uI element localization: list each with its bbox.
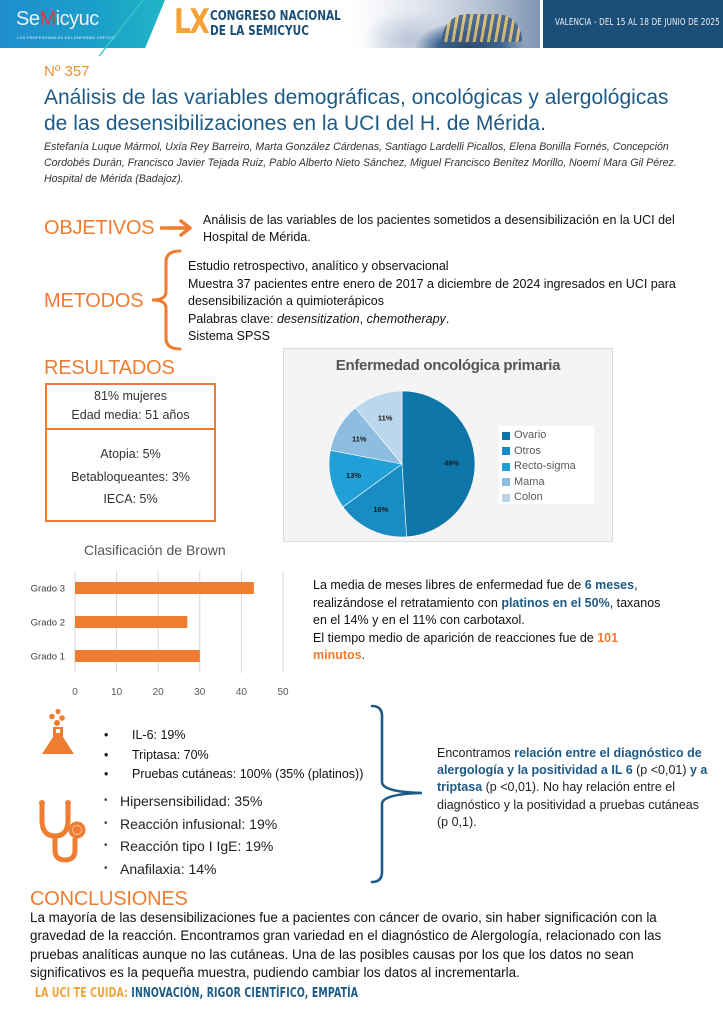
x-tick-label: 30	[194, 687, 206, 698]
bar-chart-title: Clasificación de Brown	[84, 542, 226, 558]
conclusiones-text: La mayoría de las desensibilizaciones fue a pacientes con cáncer de ovario, sin haber significación con la gravedad de la reacción. Encontramos gran variedad en el diagnóstico de Alergología, relacionado con las pruebas analíticas aunque no las cutáneas. Una de las posibles causas por los que los datos no sean significativos es la pequeña muestra, pudiendo cambiar los datos al incrementarla.	[30, 910, 662, 981]
bar-grado-2	[75, 616, 187, 628]
objetivos-heading: OBJETIVOS	[44, 217, 155, 239]
congress-number: LX	[174, 2, 209, 42]
pie-label-colon: 11%	[377, 413, 393, 423]
legend-label: Recto-sigma	[514, 460, 576, 472]
demographics-age: Edad media: 51 años	[71, 408, 190, 422]
objetivos-text: Análisis de las variables de los pacientes sometidos a desensibilización en la UCI del Hospital de Mérida.	[203, 213, 675, 244]
logo-part-2: icyuc	[55, 8, 99, 30]
keyword-separator: ,	[359, 311, 367, 326]
reaction-anaphylaxis: • Anafilaxia: 14%	[104, 858, 277, 881]
summary-text-2: , realizándose el retratamiento con	[313, 578, 638, 610]
hospital-affiliation: Hospital de Mérida (Badajoz).	[44, 173, 184, 185]
right-brace-icon	[368, 702, 426, 886]
x-tick-label: 50	[277, 687, 289, 698]
metodos-keywords	[188, 311, 718, 329]
pie-chart-card	[283, 348, 613, 542]
relation-text-2: (p <0,01)	[632, 763, 690, 778]
legend-label: Ovario	[514, 429, 547, 441]
legend-swatch	[502, 432, 510, 440]
logo-subtitle: LOS PROFESIONALES DEL ENFERMO CRÍTICO	[17, 35, 115, 40]
resultados-heading: RESULTADOS	[44, 357, 175, 379]
reaction-hypersensitivity: • Hipersensibilidad: 35%	[104, 790, 277, 813]
legend-item-ovario	[502, 428, 594, 444]
legend-swatch	[502, 494, 510, 502]
x-tick-label: 0	[72, 687, 78, 698]
congress-name-line-1: CONGRESO NACIONAL	[210, 8, 341, 24]
valencia-architecture-image	[350, 0, 540, 48]
stethoscope-icon	[36, 798, 88, 866]
relation-highlight-il6: relación entre el diagnóstico de alergología y la positividad a IL 6	[437, 746, 702, 778]
legend-label: Otros	[514, 444, 541, 457]
keywords-end: .	[445, 311, 450, 326]
poster-title: Análisis de las variables demográficas, oncológicas y alergológicas de las desensibilizaciones en la UCI del H. de Mérida.	[44, 86, 669, 135]
reaction-type-i-ige: • Reacción tipo I IgE: 19%	[104, 835, 277, 858]
author-list: Estefanía Luque Mármol, Uxía Rey Barreiro, Marta González Cárdenas, Santiago Lardelli Picallos, Elena Bonilla Fornés, Concepción Cordobés Durán, Francisco Javier Tejada Ruiz, Pablo Alberto Nieto Sánchez, Miguel Francisco Benítez Morillo, Noemí Mara Gil Pérez.	[44, 141, 677, 169]
bar-grado-1	[75, 650, 200, 662]
pie-slice-ovario	[402, 391, 475, 537]
keyword-1: desensitization	[276, 311, 360, 326]
legend-item-mama	[502, 475, 594, 491]
relation-highlight-triptasa: y a triptasa	[437, 763, 708, 795]
metodos-heading: METODOS	[44, 290, 144, 312]
pie-legend	[499, 426, 594, 504]
relation-summary	[437, 745, 712, 831]
location-dates-panel	[543, 0, 723, 48]
congress-name	[210, 9, 341, 39]
legend-label: Colon	[514, 491, 543, 503]
demographics-women: 81% mujeres	[94, 389, 167, 403]
lab-tests-list	[104, 726, 363, 785]
legend-item-otros	[502, 444, 594, 460]
flask-icon	[38, 708, 82, 756]
legend-swatch	[502, 463, 510, 471]
tagline-lead: LA UCI TE CUIDA:	[35, 986, 132, 1001]
summary-text-4: El tiempo medio de aparición de reacciones fue de	[313, 630, 598, 645]
relation-text-3: (p <0,01). No hay relación entre el diagnóstico y la positividad a pruebas cutáneas (p 0,1).	[437, 780, 699, 829]
congress-name-line-2: DE LA SEMICYUC	[210, 23, 309, 39]
summary-text-3: , taxanos en el 14% y en el 11% con carbotaxol.	[313, 595, 661, 628]
y-category-label: Grado 2	[30, 617, 65, 629]
header-banner	[0, 0, 723, 48]
lab-test-skin: • Pruebas cutáneas: 100% (35% (platinos))	[104, 765, 363, 785]
pie-chart-title: Enfermedad oncológica primaria	[335, 357, 561, 374]
tagline-values: INNOVACIÓN, RIGOR CIENTÍFICO, EMPATÍA	[131, 986, 359, 1001]
logo-part-1: Se	[16, 8, 40, 30]
risk-ieca: IECA: 5%	[103, 492, 158, 506]
building-ribs-graphic	[442, 14, 522, 42]
left-brace-icon	[144, 248, 184, 352]
logo-heartbeat-m: M	[39, 8, 56, 30]
risk-betablockers: Betabloqueantes: 3%	[71, 470, 190, 484]
bar-chart	[20, 565, 305, 703]
metodos-text	[188, 258, 718, 346]
legend-item-colon	[502, 490, 594, 506]
y-category-label: Grado 1	[30, 651, 65, 663]
conclusiones-heading: CONCLUSIONES	[30, 888, 188, 910]
metodos-software: Sistema SPSS	[188, 329, 270, 343]
pie-label-mama: 11%	[351, 434, 367, 444]
x-tick-label: 40	[235, 687, 247, 698]
poster-number: Nº 357	[44, 63, 90, 80]
risk-atopia: Atopia: 5%	[100, 447, 161, 461]
lab-test-il6: • IL-6: 19%	[104, 726, 363, 746]
highlight-101-minutes: 101 minutos	[313, 630, 619, 663]
legend-swatch	[502, 478, 510, 486]
arrow-right-icon	[160, 219, 194, 237]
lab-test-triptasa: • Triptasa: 70%	[104, 746, 363, 766]
pie-label-recto-sigma: 13%	[346, 470, 362, 480]
pie-label-otros: 16%	[373, 504, 389, 514]
reaction-infusional: • Reacción infusional: 19%	[104, 813, 277, 836]
legend-label: Mama	[514, 475, 545, 488]
pie-label-ovario: 49%	[444, 458, 460, 468]
x-tick-label: 10	[111, 687, 123, 698]
semicyuc-logo	[16, 8, 99, 31]
highlight-6-months: 6 meses	[584, 578, 635, 592]
highlight-platinos: platinos en el 50%	[501, 595, 610, 610]
legend-item-recto-sigma	[502, 459, 594, 475]
keywords-label: Palabras clave:	[188, 311, 277, 326]
metodos-study-type: Estudio retrospectivo, analítico y observacional	[188, 259, 449, 273]
bar-grado-3	[75, 582, 254, 594]
reactions-list	[104, 790, 277, 880]
footer-tagline	[35, 986, 358, 1001]
box-divider	[47, 428, 214, 430]
legend-swatch	[502, 447, 510, 455]
demographics-box	[45, 383, 216, 522]
x-tick-label: 20	[152, 687, 164, 698]
y-category-label: Grado 3	[30, 583, 65, 595]
summary-text-5: .	[361, 648, 366, 663]
authors-block	[44, 139, 709, 187]
location-dates: VALENCIA - DEL 15 AL 18 DE JUNIO DE 2025	[555, 17, 720, 28]
relation-text-1: Encontramos	[437, 746, 515, 760]
keyword-2: chemotherapy	[366, 311, 446, 326]
treatment-summary	[313, 577, 673, 665]
metodos-sample: Muestra 37 pacientes entre enero de 2017 a diciembre de 2024 ingresados en UCI para desensibilización a quimioterápicos	[188, 276, 676, 308]
summary-text-1: La media de meses libres de enfermedad fue de	[313, 578, 585, 592]
